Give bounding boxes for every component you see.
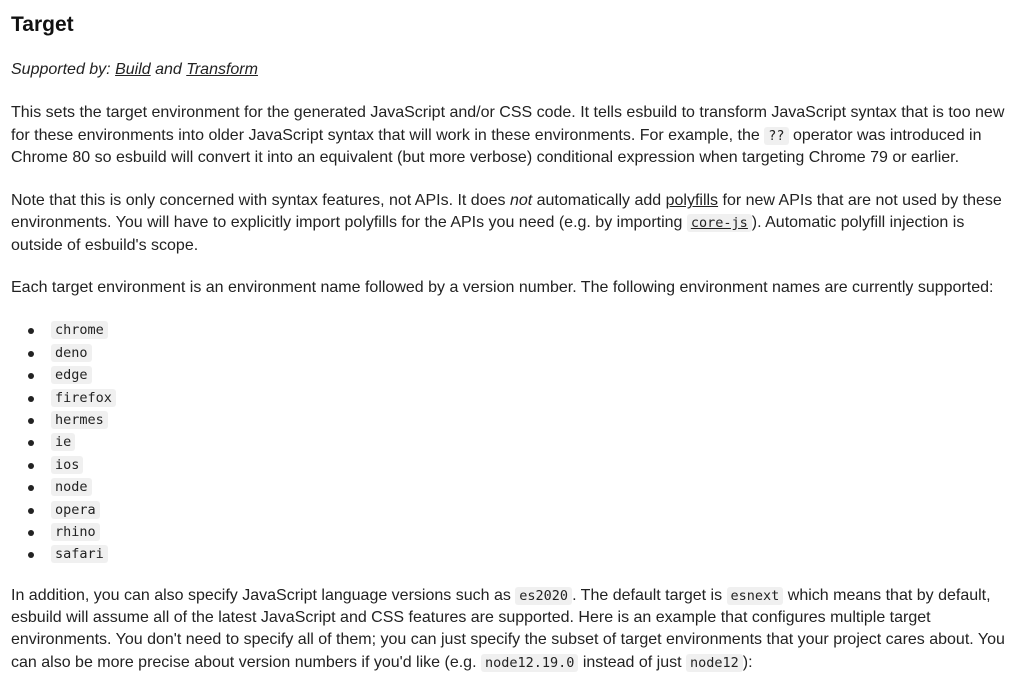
- environment-name-code: node: [51, 478, 92, 496]
- bullet-icon: [28, 373, 34, 379]
- paragraph-syntax-not-apis: [11, 190, 1013, 257]
- build-link[interactable]: Build: [115, 61, 151, 78]
- environment-list-item: [33, 521, 1013, 543]
- environment-list-item: [33, 409, 1013, 431]
- paragraph-language-versions: [11, 585, 1013, 674]
- p4-text-c: which means that by default, esbuild will assume all of the latest JavaScript and CSS features are supported. Here is an example that configures multiple target environments. You don't need to specify all of them; you can just specify the subset of target environments that your project cares about. You can also be more precise about version numbers if you'd like (e.g.: [11, 586, 1005, 671]
- environment-name-code: opera: [51, 501, 100, 519]
- core-js-link[interactable]: [687, 214, 752, 231]
- p4-text-b: . The default target is: [572, 586, 727, 604]
- environment-name-code: edge: [51, 366, 92, 384]
- p4-text-d: instead of just: [578, 653, 686, 671]
- p2-text-c: for new APIs that are not used by these environments. You will have to explicitly import polyfills for the APIs you need (e.g. by importing: [11, 192, 1002, 232]
- environment-name-code: rhino: [51, 523, 100, 541]
- p2-text-b: automatically add: [532, 192, 666, 210]
- bullet-icon: [28, 351, 34, 357]
- polyfills-link[interactable]: polyfills: [665, 192, 719, 210]
- environment-list: [11, 319, 1013, 565]
- section-heading: Target: [11, 13, 74, 36]
- transform-link[interactable]: Transform: [186, 61, 258, 78]
- supported-prefix: Supported by:: [11, 61, 116, 78]
- environment-list-item: [33, 364, 1013, 386]
- p4-text-e: ):: [742, 653, 753, 671]
- bullet-icon: [28, 396, 34, 402]
- bullet-icon: [28, 552, 34, 558]
- supported-and: and: [150, 61, 187, 78]
- bullet-icon: [28, 328, 34, 334]
- environment-name-code: ios: [51, 456, 83, 474]
- environment-list-item: [33, 476, 1013, 498]
- paragraph-target-intro: [11, 102, 1013, 169]
- nullish-operator-code: ??: [764, 127, 788, 145]
- environment-name-code: firefox: [51, 389, 116, 407]
- paragraph-environment-names: Each target environment is an environment name followed by a version number. The following environment names are currently supported:: [11, 279, 994, 297]
- environment-list-item: [33, 387, 1013, 409]
- environment-name-code: ie: [51, 433, 75, 451]
- p4-text-a: In addition, you can also specify JavaScript language versions such as: [11, 586, 516, 604]
- p2-text-a: Note that this is only concerned with syntax features, not APIs. It does: [11, 192, 510, 210]
- p2-emphasis: not: [509, 192, 533, 210]
- bullet-icon: [28, 418, 34, 424]
- environment-name-code: deno: [51, 344, 92, 362]
- environment-list-item: [33, 342, 1013, 364]
- node12-19-0-code: node12.19.0: [481, 654, 578, 672]
- supported-by-line: [11, 59, 1013, 81]
- node12-code: node12: [686, 654, 743, 672]
- environment-list-item: [33, 499, 1013, 521]
- bullet-icon: [28, 463, 34, 469]
- environment-name-code: chrome: [51, 321, 108, 339]
- environment-list-item: [33, 319, 1013, 341]
- environment-list-item: [33, 431, 1013, 453]
- p1-text-a: This sets the target environment for the generated JavaScript and/or CSS code. It tells esbuild to transform JavaScript syntax that is too new for these environments into older JavaScript syntax that will work in these environments. For example, the: [11, 104, 1005, 144]
- bullet-icon: [28, 440, 34, 446]
- p2-text-d: ). Automatic polyfill injection is outside of esbuild's scope.: [11, 214, 965, 254]
- environment-list-item: [33, 454, 1013, 476]
- environment-name-code: hermes: [51, 411, 108, 429]
- bullet-icon: [28, 485, 34, 491]
- bullet-icon: [28, 508, 34, 514]
- environment-name-code: safari: [51, 545, 108, 563]
- p1-text-b: operator was introduced in Chrome 80 so esbuild will convert it into an equivalent (but more verbose) conditional expression when targeting Chrome 79 or earlier.: [11, 126, 982, 166]
- core-js-code: core-js: [687, 214, 752, 232]
- environment-list-item: [33, 543, 1013, 565]
- es2020-code: es2020: [515, 587, 572, 605]
- esnext-code: esnext: [727, 587, 784, 605]
- bullet-icon: [28, 530, 34, 536]
